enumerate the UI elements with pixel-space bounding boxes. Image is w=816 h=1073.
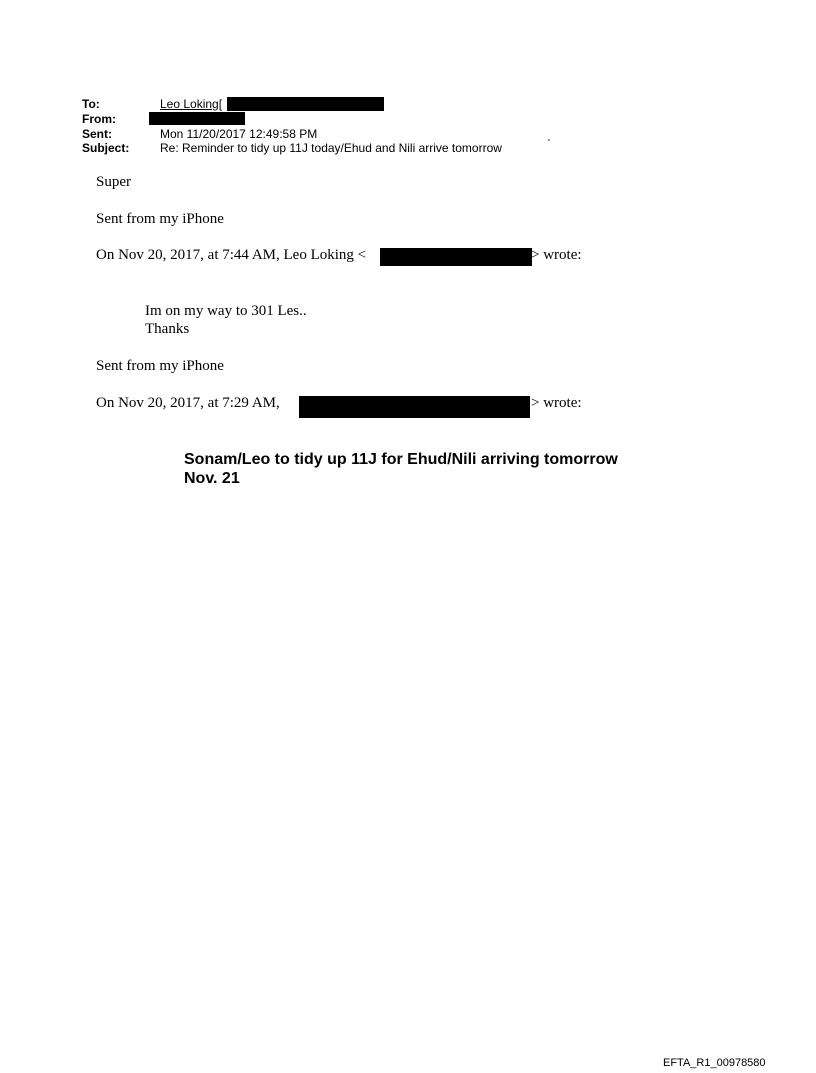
- subject-tick-mark: ': [548, 138, 550, 149]
- subject-label: Subject:: [82, 141, 130, 155]
- reminder-line-1: Sonam/Leo to tidy up 11J for Ehud/Nili arriving tomorrow: [184, 451, 618, 468]
- signature-1: Sent from my iPhone: [96, 211, 224, 227]
- quote-1-line-1: Im on my way to 301 Les..: [145, 303, 307, 319]
- from-label: From:: [82, 112, 116, 126]
- redaction-to-email: [227, 97, 384, 111]
- reply-text: Super: [96, 174, 131, 190]
- subject-value: Re: Reminder to tidy up 11J today/Ehud and Nili arrive tomorrow: [160, 141, 502, 155]
- sent-value: Mon 11/20/2017 12:49:58 PM: [160, 127, 318, 141]
- redaction-quote-1-email: [380, 248, 532, 266]
- quote-2-attribution-prefix: On Nov 20, 2017, at 7:29 AM,: [96, 395, 280, 411]
- redaction-quote-2-sender: [299, 396, 530, 418]
- quote-1-attribution-suffix: > wrote:: [531, 247, 582, 263]
- quote-1-attribution-prefix: On Nov 20, 2017, at 7:44 AM, Leo Loking <: [96, 247, 367, 263]
- quote-1-line-2: Thanks: [145, 321, 190, 337]
- to-label: To:: [82, 97, 100, 111]
- quote-2-attribution-suffix: > wrote:: [531, 395, 582, 411]
- to-value: Leo Loking[: [160, 97, 223, 111]
- redaction-from: [149, 112, 245, 125]
- signature-2: Sent from my iPhone: [96, 358, 224, 374]
- sent-label: Sent:: [82, 127, 112, 141]
- document-id: EFTA_R1_00978580: [663, 1057, 766, 1069]
- reminder-line-2: Nov. 21: [184, 470, 240, 487]
